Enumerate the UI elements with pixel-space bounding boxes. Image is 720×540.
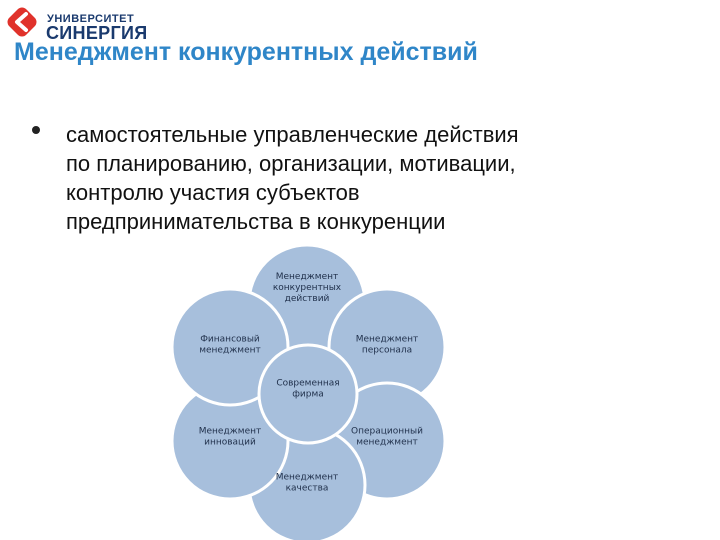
circle-top-label-line: действий <box>284 294 330 304</box>
circle-lower-right-label <box>351 427 423 448</box>
circle-upper-right-label <box>356 335 419 356</box>
circle-upper-left-label-line: менеджмент <box>199 345 261 356</box>
circle-center-label-line: Современная <box>276 378 340 389</box>
bullet-line-1: самостоятельные управленческие действия <box>66 122 519 147</box>
circle-upper-right-label-line: персонала <box>361 345 413 356</box>
circle-top-label-line: конкурентных <box>272 283 342 293</box>
circle-upper-right-label-line: Менеджмент <box>355 334 419 345</box>
slide-title: Менеджмент конкурентных действий <box>14 38 478 66</box>
circle-lower-left-label-line: Менеджмент <box>198 426 262 437</box>
circle-lower-left-label-line: инноваций <box>204 437 256 448</box>
circle-upper-left-label-line: Финансовый <box>200 334 260 345</box>
bullet-line-4: предпринимательства в конкуренции <box>66 209 446 234</box>
circle-upper-left-label <box>199 335 261 356</box>
logo-line-2: СИНЕРГИЯ <box>46 23 148 43</box>
circle-center-label-line: фирма <box>292 389 324 400</box>
circle-bottom-label-line: Менеджмент <box>275 472 339 483</box>
bullet-line-2: по планированию, организации, мотивации, <box>66 151 516 176</box>
logo-line-1: УНИВЕРСИТЕТ <box>47 13 135 25</box>
circle-lower-right-label-line: Операционный <box>351 426 423 437</box>
circle-lower-left-label <box>199 427 262 448</box>
bullet-line-3: контролю участия субъектов <box>66 180 360 205</box>
circle-bottom-label-line: качества <box>285 483 329 494</box>
circle-top-label-line: Менеджмент <box>275 272 339 282</box>
circle-lower-right-label-line: менеджмент <box>356 437 418 448</box>
